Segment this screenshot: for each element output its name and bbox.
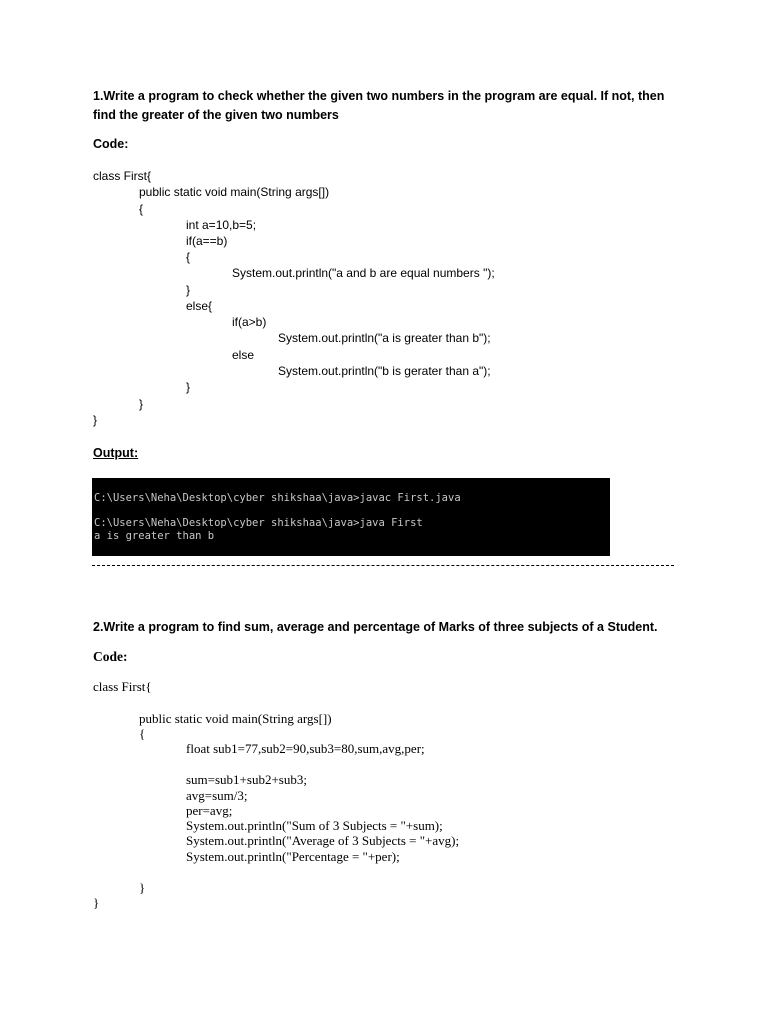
code-line: avg=sum/3; xyxy=(186,788,248,803)
code-line: per=avg; xyxy=(186,803,233,818)
question-1-title-line-2: find the greater of the given two numbers xyxy=(93,108,339,122)
question-2-code-label: Code: xyxy=(93,649,128,664)
code-line: } xyxy=(139,880,146,895)
code-line: class First{ xyxy=(93,679,152,694)
question-1-code-label: Code: xyxy=(93,137,129,151)
code-line: sum=sub1+sub2+sub3; xyxy=(186,772,307,787)
code-line: public static void main(String args[]) xyxy=(139,185,330,199)
code-line: System.out.println("a and b are equal numbers "); xyxy=(232,266,495,280)
code-line: } xyxy=(186,283,191,297)
code-line: } xyxy=(139,397,144,411)
code-line: System.out.println("b is gerater than a"); xyxy=(278,364,491,378)
console-line: C:\Users\Neha\Desktop\cyber shikshaa\java>java First xyxy=(94,517,423,529)
code-line: if(a>b) xyxy=(232,315,267,329)
code-line: { xyxy=(186,250,191,264)
console-line: C:\Users\Neha\Desktop\cyber shikshaa\java>javac First.java xyxy=(94,492,461,504)
code-line: float sub1=77,sub2=90,sub3=80,sum,avg,per; xyxy=(186,741,425,756)
code-line: if(a==b) xyxy=(186,234,228,248)
question-2-title: 2.Write a program to find sum, average and percentage of Marks of three subjects of a Student. xyxy=(93,620,658,634)
code-line: } xyxy=(186,380,191,394)
code-line: { xyxy=(139,726,146,741)
code-line: else xyxy=(232,348,255,362)
code-line: } xyxy=(93,413,98,427)
code-line: public static void main(String args[]) xyxy=(139,711,332,726)
code-line: } xyxy=(93,895,100,910)
code-line: else{ xyxy=(186,299,213,313)
console-line: a is greater than b xyxy=(94,530,215,542)
code-line: class First{ xyxy=(93,169,152,183)
question-1-title xyxy=(93,87,693,125)
question-1-output-label: Output: xyxy=(93,446,139,460)
section-divider xyxy=(92,565,674,566)
code-line: System.out.println("Sum of 3 Subjects = "+sum); xyxy=(186,818,443,833)
console-output xyxy=(92,478,610,556)
code-line: System.out.println("a is greater than b"); xyxy=(278,331,491,345)
code-line: System.out.println("Percentage = "+per); xyxy=(186,849,400,864)
code-line: System.out.println("Average of 3 Subjects = "+avg); xyxy=(186,833,460,848)
question-1-title-line-1: 1.Write a program to check whether the given two numbers in the program are equal. If not, then xyxy=(93,89,665,103)
code-line: int a=10,b=5; xyxy=(186,218,257,232)
code-line: { xyxy=(139,202,144,216)
